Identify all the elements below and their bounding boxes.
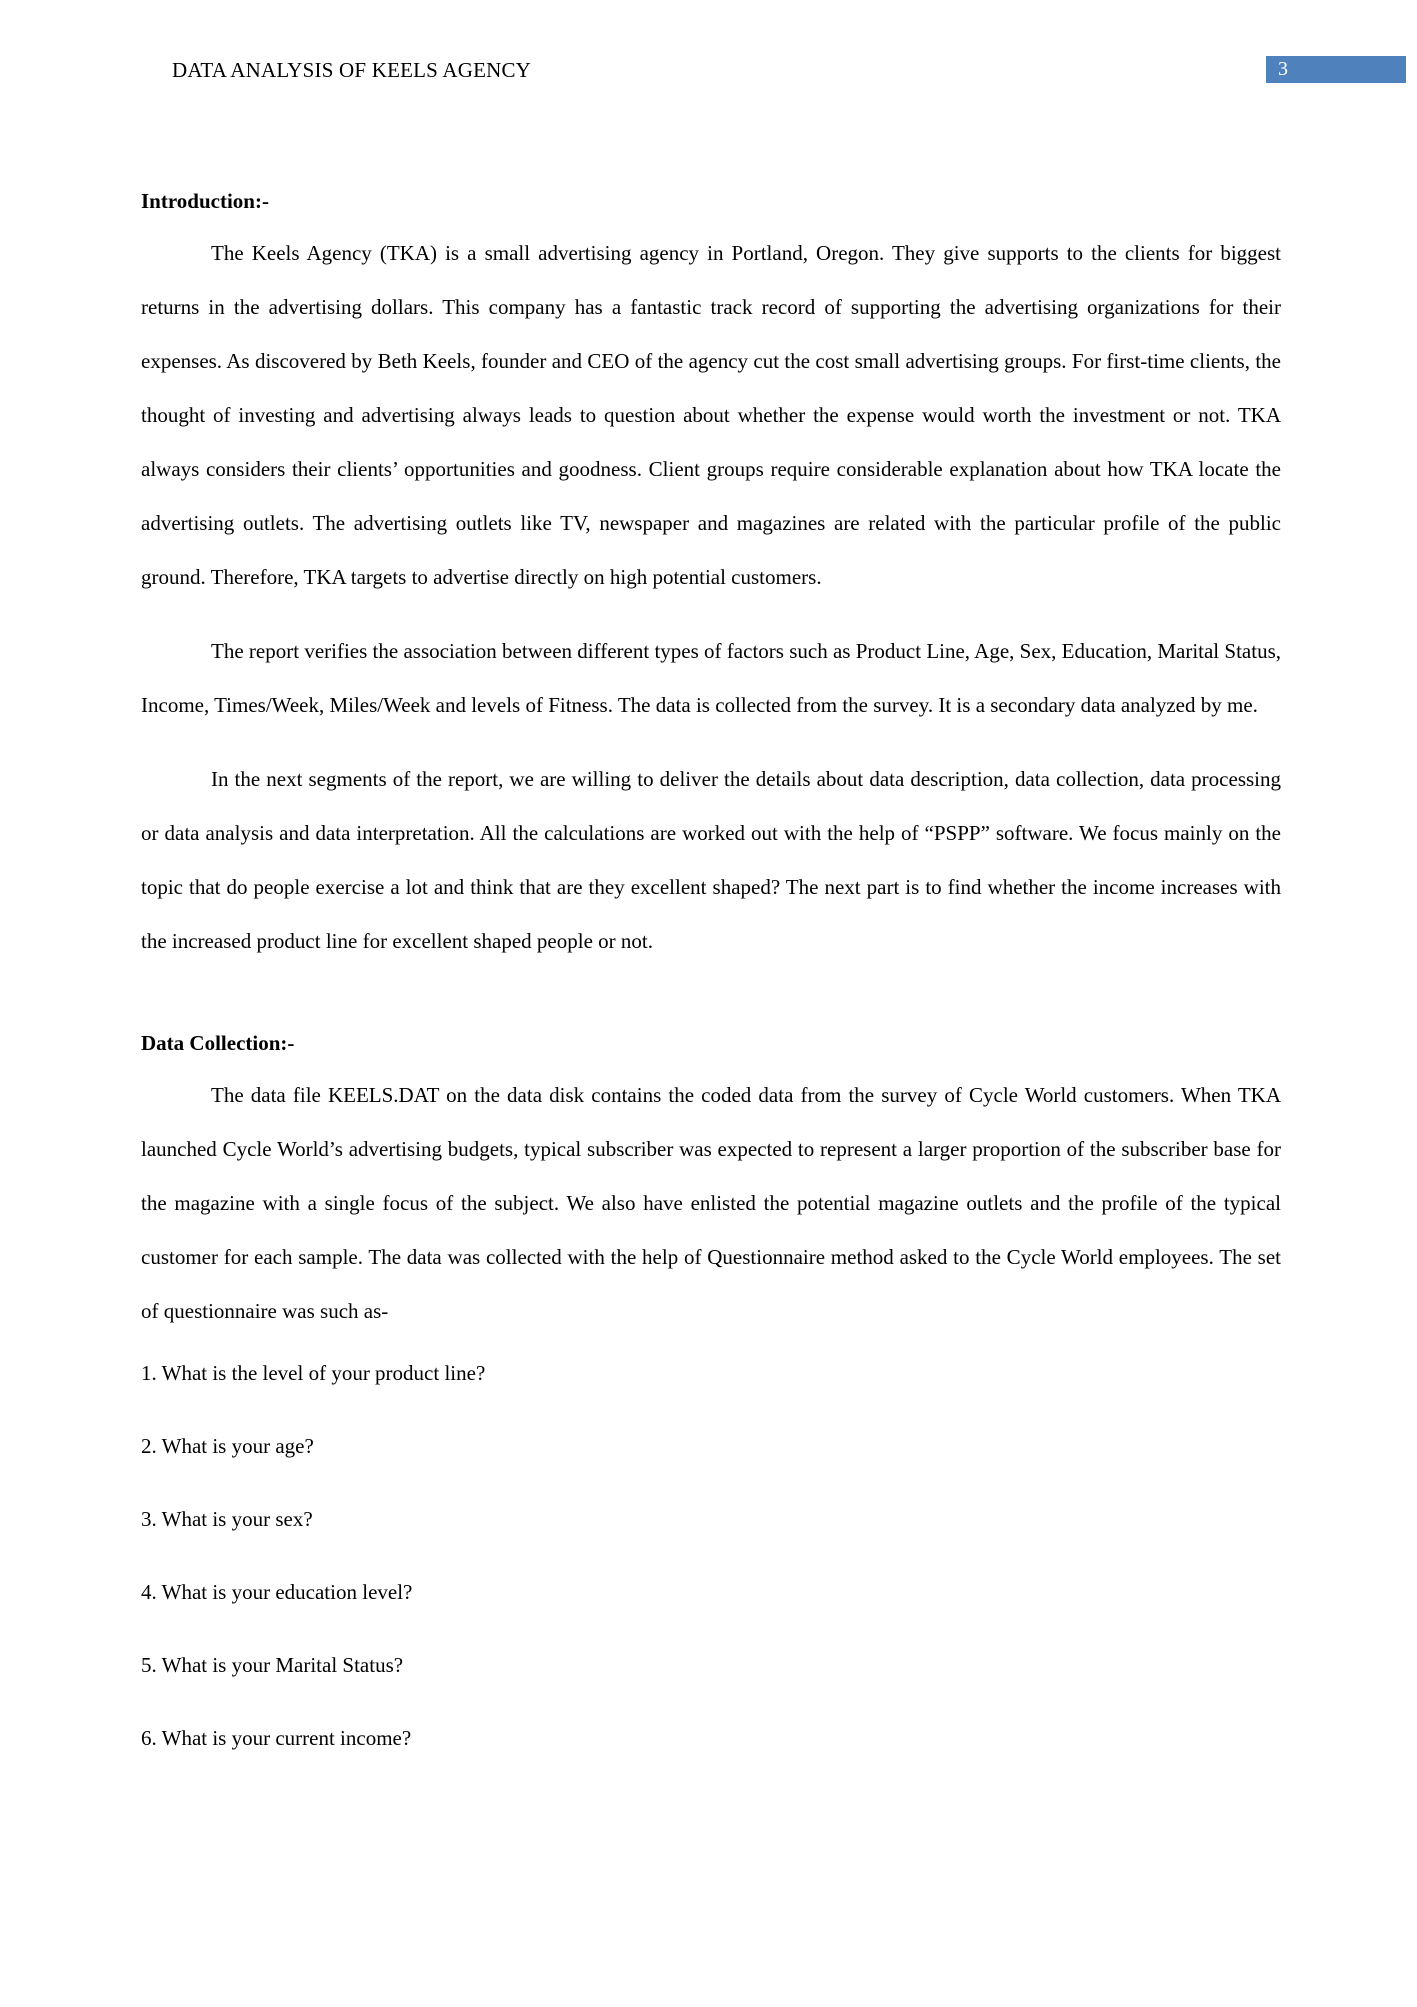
questionnaire-item: 2. What is your age?	[141, 1434, 314, 1458]
data-collection-paragraph: The data file KEELS.DAT on the data disk contains the coded data from the survey of Cycle World customers. When TKA launched Cycle World’s advertising budgets, typical subscriber was expected to represent a larger proportion of the subscriber base for the magazine with a single focus of the subject. We also have enlisted the potential magazine outlets and the profile of the typical customer for each sample. The data was collected with the help of Questionnaire method asked to the Cycle World employees. The set of questionnaire was such as-	[141, 1083, 1281, 1323]
introduction-paragraph-2: The report verifies the association between different types of factors such as Product Line, Age, Sex, Education, Marital Status, Income, Times/Week, Miles/Week and levels of Fitness. The data is collected from the survey. It is a secondary data analyzed by me.	[141, 639, 1281, 717]
questionnaire-item: 4. What is your education level?	[141, 1580, 413, 1604]
questionnaire-list	[141, 1358, 1281, 1753]
running-header-title: DATA ANALYSIS OF KEELS AGENCY	[172, 58, 532, 82]
introduction-paragraph-3: In the next segments of the report, we are willing to deliver the details about data description, data collection, data processing or data analysis and data interpretation. All the calculations are worked out with the help of “PSPP” software. We focus mainly on the topic that do people exercise a lot and think that are they excellent shaped? The next part is to find whether the income increases with the increased product line for excellent shaped people or not.	[141, 767, 1281, 953]
page-number-badge: 3	[1266, 56, 1406, 83]
questionnaire-item: 6. What is your current income?	[141, 1726, 412, 1750]
introduction-paragraph-1: The Keels Agency (TKA) is a small advertising agency in Portland, Oregon. They give supports to the clients for biggest returns in the advertising dollars. This company has a fantastic track record of supporting the advertising organizations for their expenses. As discovered by Beth Keels, founder and CEO of the agency cut the cost small advertising groups. For first-time clients, the thought of investing and advertising always leads to question about whether the expense would worth the investment or not. TKA always considers their clients’ opportunities and goodness. Client groups require considerable explanation about how TKA locate the advertising outlets. The advertising outlets like TV, newspaper and magazines are related with the particular profile of the public ground. Therefore, TKA targets to advertise directly on high potential customers.	[141, 241, 1281, 589]
page-body	[141, 186, 1281, 1796]
questionnaire-item: 5. What is your Marital Status?	[141, 1653, 404, 1677]
introduction-heading: Introduction:-	[141, 189, 269, 213]
data-collection-heading: Data Collection:-	[141, 1031, 295, 1055]
questionnaire-item: 3. What is your sex?	[141, 1507, 313, 1531]
questionnaire-item: 1. What is the level of your product line?	[141, 1361, 486, 1385]
